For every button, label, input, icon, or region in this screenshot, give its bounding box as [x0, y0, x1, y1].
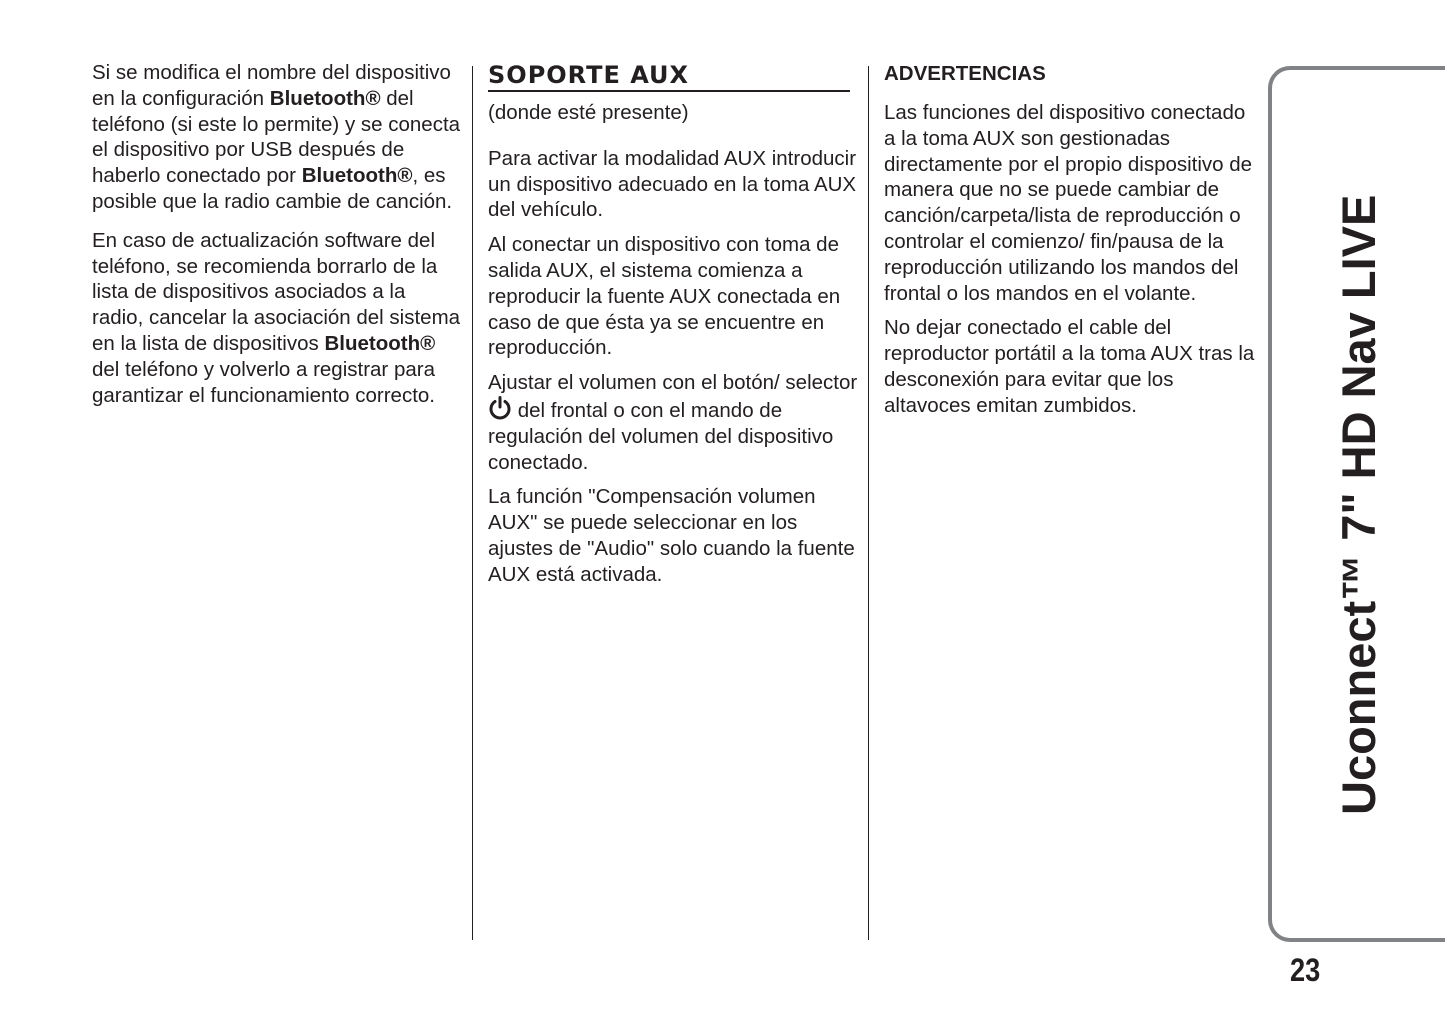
section-title: SOPORTE AUX — [488, 60, 850, 92]
chapter-title: Uconnect™ 7" HD Nav LIVE — [1332, 194, 1385, 815]
section-subtitle: (donde esté presente) — [488, 101, 689, 124]
paragraph-warning-1: Las funciones del dispositivo conectado a la toma AUX son gestionadas directamente por el propio dispositivo de manera que no se puede cambiar de canción/carpeta/lista de reproducción o controlar el comienzo/ fin/pausa de la reproducción utilizando los mandos del frontal o los mandos en el volante. — [884, 101, 1253, 305]
bold-term: Bluetooth® — [301, 164, 413, 188]
text: Si se modifica el nombre del dispositivo en la configuración — [92, 61, 451, 110]
column-middle — [488, 60, 858, 601]
power-knob-icon — [488, 396, 512, 420]
paragraph-aux-compensation: La función "Compensación volumen AUX" se puede seleccionar en los ajustes de "Audio" solo cuando la fuente AUX está activada. — [488, 485, 855, 586]
text: En caso de actualización software del teléfono, se recomienda borrarlo de la lista de dispositivos asociados a la radio, cancelar la asociación del sistema en la lista de dispositivos — [92, 228, 461, 355]
paragraph-software-update — [92, 228, 462, 409]
text: del teléfono (si este lo permite) y se conecta el dispositivo por USB después de haberlo conectado por — [92, 86, 461, 188]
column-divider — [472, 66, 473, 940]
text: del teléfono y volverlo a registrar para garantizar el funcionamiento correcto. — [92, 357, 435, 407]
bold-term: Bluetooth® — [324, 331, 436, 355]
warnings-heading: ADVERTENCIAS — [884, 62, 1046, 85]
page-number: 23 — [1290, 952, 1321, 988]
paragraph-activate-aux: Para activar la modalidad AUX introducir un dispositivo adecuado en la toma AUX del vehículo. — [488, 146, 857, 222]
column-right — [884, 60, 1256, 432]
paragraph-volume — [488, 370, 858, 475]
bold-term: Bluetooth® — [269, 86, 381, 110]
text: , es posible que la radio cambie de canción. — [92, 164, 453, 213]
paragraph-warning-2: No dejar conectado el cable del reproductor portátil a la toma AUX tras la desconexión para evitar que los altavoces emitan zumbidos. — [884, 316, 1255, 417]
text: Ajustar el volumen con el botón/ selector — [488, 371, 858, 395]
column-divider — [868, 66, 869, 940]
paragraph-bluetooth-rename — [92, 60, 462, 215]
text: del frontal o con el mando de regulación del volumen del dispositivo conectado. — [488, 398, 834, 474]
column-left — [92, 60, 462, 421]
paragraph-connect-device: Al conectar un dispositivo con toma de salida AUX, el sistema comienza a reproducir la fuente AUX conectada en caso de que ésta ya se encuentre en reproducción. — [488, 233, 841, 360]
